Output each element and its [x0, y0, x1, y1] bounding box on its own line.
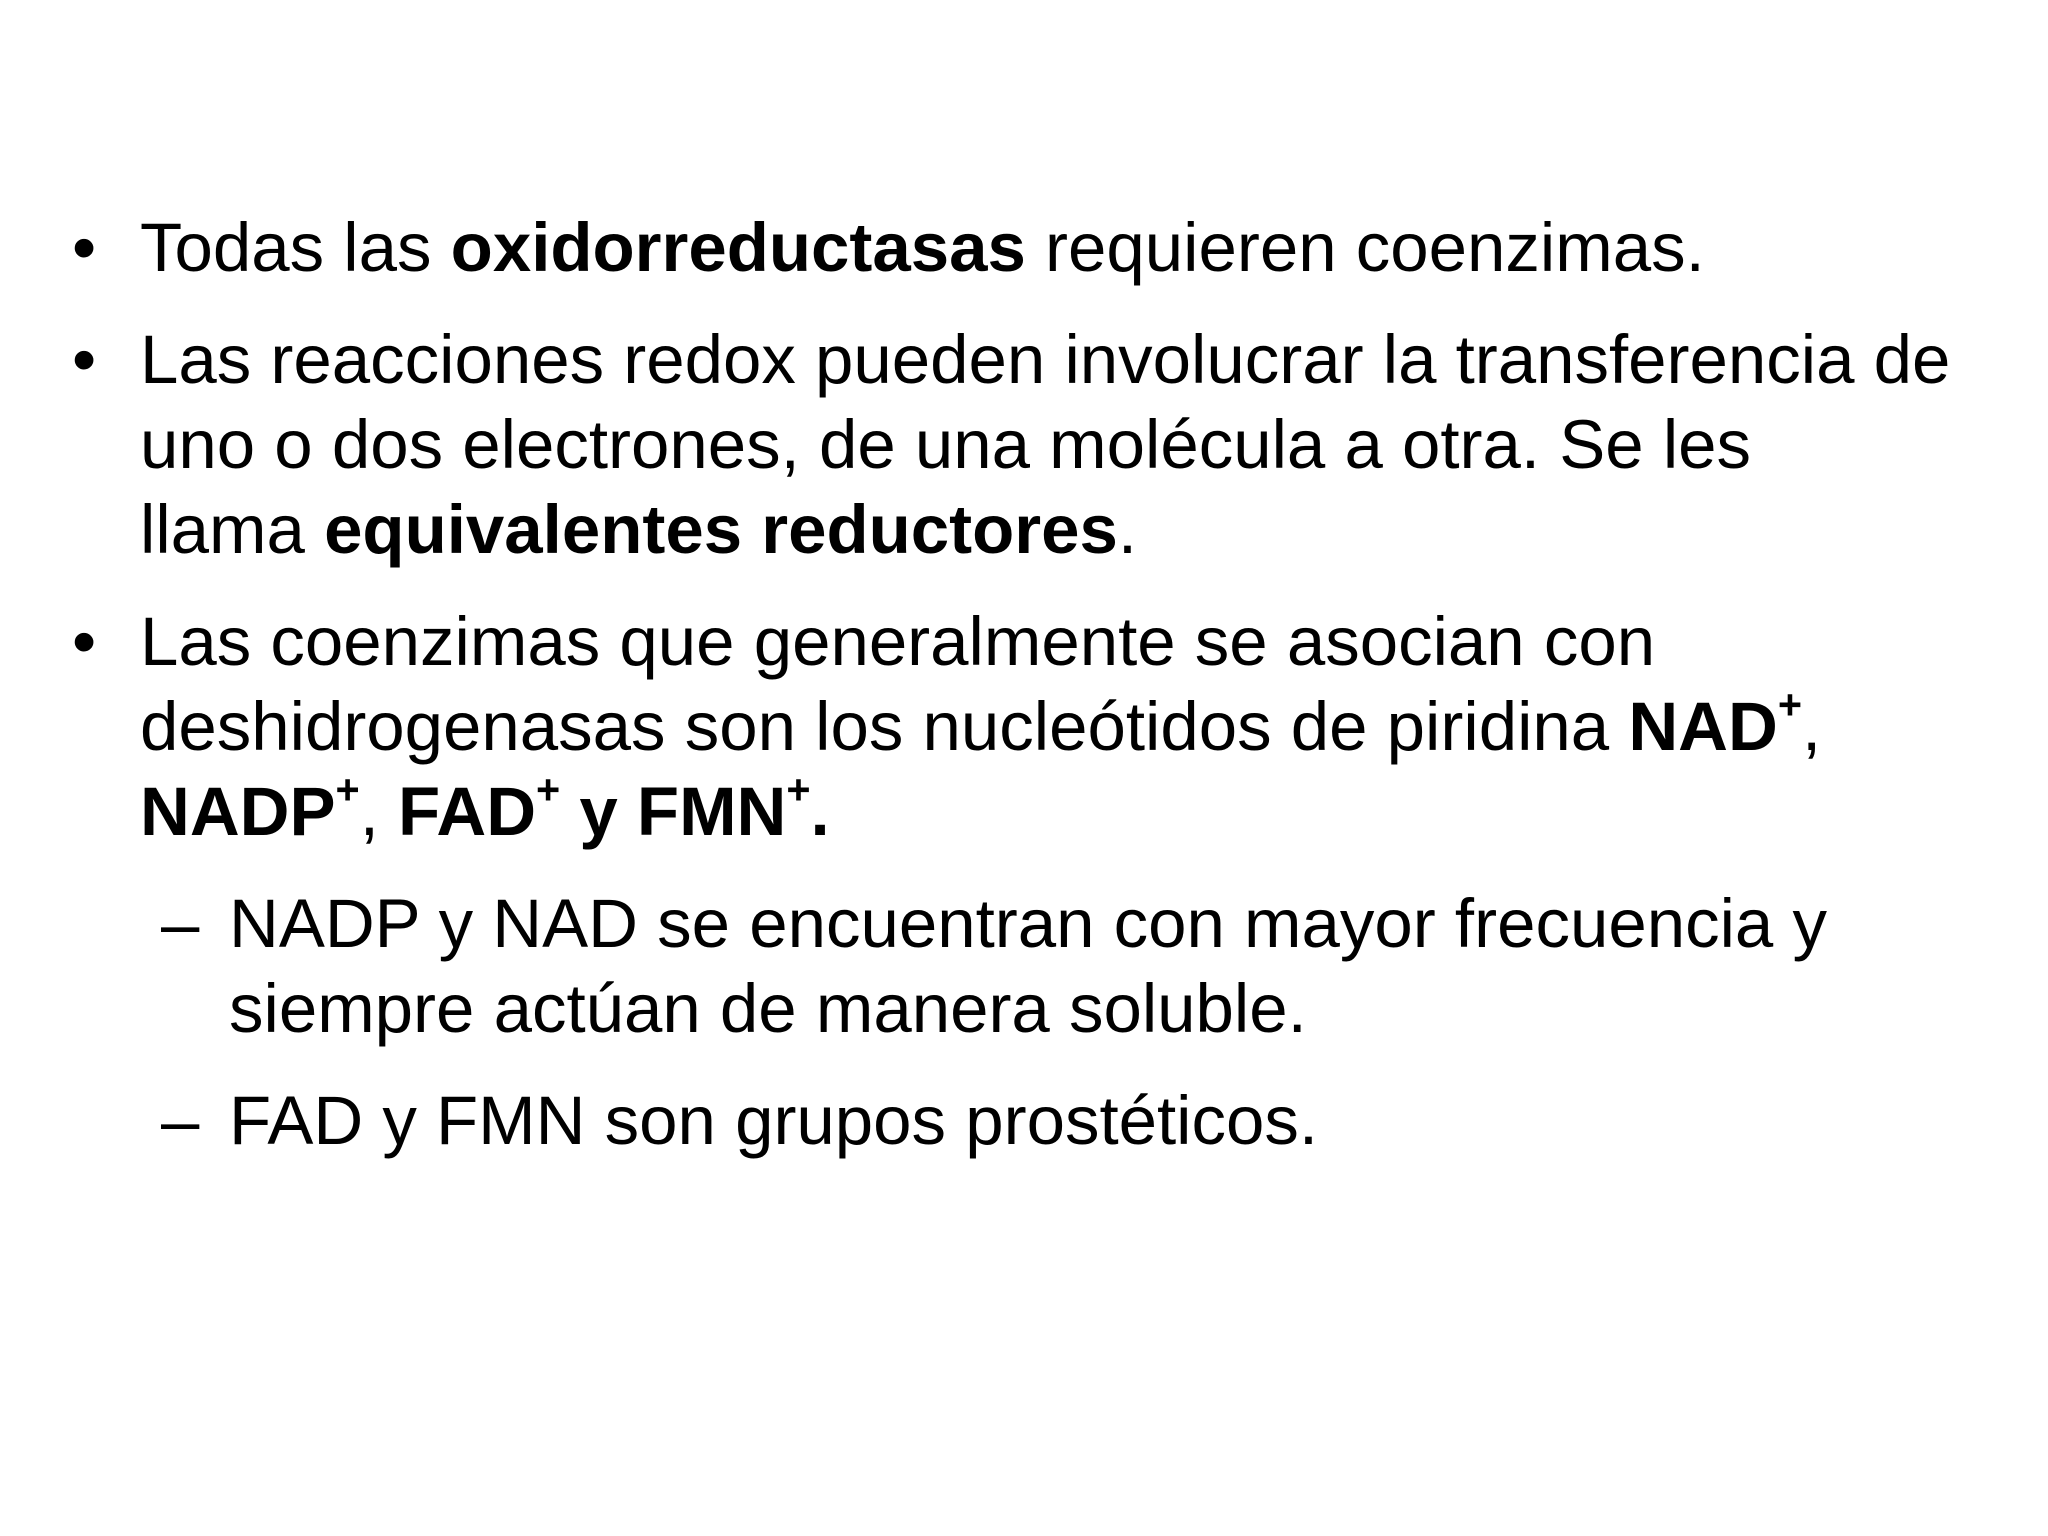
dash-mark: – [161, 1082, 200, 1159]
subbullet-line: NADP y NAD se encuentran con mayor frecuencia y [229, 885, 1827, 962]
bold-term: equivalentes reductores [324, 491, 1118, 568]
bullet-item-redox [62, 317, 1962, 572]
dash-mark: – [161, 885, 200, 962]
bullet-text: deshidrogenasas son los nucleótidos de piridina [140, 688, 1629, 765]
subbullet-line: FAD y FMN son grupos prostéticos. [229, 1082, 1319, 1159]
bold-term-fad-fmn: FAD+ y FMN+. [398, 766, 830, 850]
bullet-text: requieren coenzimas. [1025, 209, 1705, 286]
subbullet-item-nadp-nad [62, 881, 1962, 1051]
bullet-line: Las coenzimas que generalmente se asocian con [140, 603, 1656, 680]
bullet-text: , [1802, 688, 1822, 765]
bullet-item-oxidorreductasas [62, 205, 1962, 290]
subbullet-line: siempre actúan de manera soluble. [229, 970, 1307, 1047]
bullet-item-coenzimas [62, 599, 1962, 854]
bullet-text: . [1117, 491, 1138, 568]
subbullet-item-fad-fmn [62, 1078, 1962, 1163]
bullet-line: uno o dos electrones, de una molécula a otra. Se les [140, 406, 1752, 483]
bullet-mark: • [72, 603, 97, 680]
bullet-text: , [359, 773, 399, 850]
bullet-mark: • [72, 321, 97, 398]
bullet-text: Todas las [140, 209, 451, 286]
bullet-list [62, 205, 1962, 1190]
bold-term-nadp: NADP+ [140, 766, 360, 850]
bold-term: oxidorreductasas [450, 209, 1026, 286]
bullet-text: llama [140, 491, 325, 568]
bold-term-nad: NAD+ [1628, 681, 1802, 765]
bullet-mark: • [72, 209, 97, 286]
bullet-line: Las reacciones redox pueden involucrar la transferencia de [140, 321, 1951, 398]
